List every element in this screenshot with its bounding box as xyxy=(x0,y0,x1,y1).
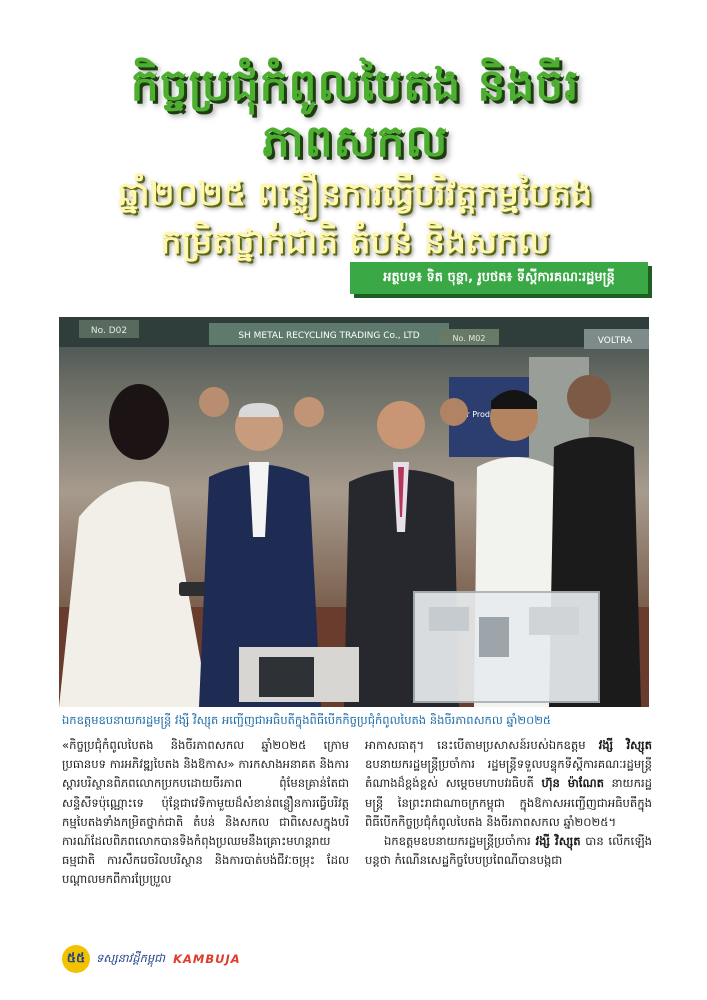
booth-sign-left: No. D02 xyxy=(90,326,128,336)
person-name: វង្សី វិស្សុត xyxy=(535,834,581,849)
byline-banner: អត្ថបទ៖ ទិត ចុន្ថា, រូបថត៖ ទីស្តីការគណៈរដ្ឋមន្ត្រី xyxy=(350,262,648,294)
body-column-1 xyxy=(62,736,349,946)
body-text: ឧបនាយករដ្ឋមន្ត្រីប្រចាំការ រដ្ឋមន្ត្រីទទួលបន្ទុកទីស្តីការគណៈរដ្ឋមន្ត្រី តំណាងដ៏ខ្ពង់ខ្ពស់ សម្តេចមហាបវរធិបតី xyxy=(365,757,652,791)
backdrop-text: Products xyxy=(472,410,507,419)
body-text: នាយករដ្ឋមន្ត្រី នៃព្រះរាជាណាចក្រកម្ពុជា ក្នុងឱកាសអញ្ជើញជាអធិបតីក្នុងពិធីបើកកិច្ចប្រជុំកំពូលបៃតង និងចីរភាពសកល ឆ្នាំ២០២៥។ xyxy=(365,776,652,829)
title-line-2: ឆ្នាំ២០២៥ ពន្លឿនការធ្វើបរិវត្តកម្មបៃតង xyxy=(117,174,593,213)
body-text: ឯកឧត្តមឧបនាយករដ្ឋមន្ត្រីប្រចាំការ xyxy=(383,834,536,849)
person-name: ហ៊ុន ម៉ាណែត xyxy=(541,776,604,791)
article-title xyxy=(40,58,670,266)
magazine-name: ទស្សនាវដ្តីកម្ពុជា xyxy=(96,950,166,965)
title-line-1: កិច្ចប្រជុំកំពូលបៃតង និងចីរភាពសកល xyxy=(130,60,580,167)
title-line-3: កម្រិតថ្នាក់ជាតិ តំបន់ និងសកល xyxy=(160,222,550,261)
article-body xyxy=(62,736,652,946)
body-text: អាកាសធាតុ។ នេះបើតាមប្រសាសន៍របស់ឯកឧត្តម xyxy=(365,738,599,752)
page-footer xyxy=(62,944,282,974)
event-photo xyxy=(59,317,649,707)
booth-sign-far-right: VOLTRA xyxy=(597,336,633,346)
booth-sign-right: No. M02 xyxy=(452,334,486,343)
body-paragraph-1: «កិច្ចប្រជុំកំពូលបៃតង និងចីរភាពសកល ឆ្នាំ២០២៥ ក្រោមប្រធានបទ ការអភិវឌ្ឍបៃតង និងឱកាស» ការកសាងអនាគត និងការស្តារបរិស្ថានពិភពលោកប្រកបដោយចីរភាព ពុំមែនគ្រាន់តែជាសន្ទិសីទប៉ុណ្ណោះទេ ប៉ុន្តែជាវេទិកាមួយដ៏សំខាន់ពន្លឿនការធ្វើបរិវត្តកម្មបៃតងទាំងកម្រិតថ្នាក់ជាតិ តំបន់ និងសកល ជាពិសេសក្នុងបរិការណ៍ដែលពិភពលោកបានទិងកំពុងប្រឈមនឹងគ្រោះមហន្តរាយធម្មជាតិ ការសឹករេចរិលបរិស្ថាន និងការបាត់បង់ជីវៈចម្រុះ ដែលបណ្តាលមកពីការប្រែប្រួល xyxy=(62,738,349,887)
body-paragraph-2 xyxy=(365,736,652,832)
body-paragraph-3 xyxy=(365,832,652,870)
photo-caption: ឯកឧត្តមឧបនាយករដ្ឋមន្ត្រី វង្សី វិស្សុត អញ្ជើញជាអធិបតីក្នុងពិធីបើកកិច្ចប្រជុំកំពូលបៃតង និងចីរភាពសកល ឆ្នាំ២០២៥ xyxy=(62,713,552,727)
body-column-2 xyxy=(365,736,652,946)
body-text: បាន លើកឡើងបន្តថា កំណើនសេដ្ឋកិច្ចបែបប្រពៃណីបានបង្កជា xyxy=(365,834,652,868)
page-number-badge: ៥៥ xyxy=(62,945,90,973)
magazine-brand: KAMBUJA xyxy=(173,952,241,966)
photo-illustration xyxy=(59,317,649,707)
person-name: វង្សី វិស្សុត xyxy=(598,738,652,752)
booth-sign-company: SH METAL RECYCLING TRADING Co., LTD xyxy=(238,331,420,341)
